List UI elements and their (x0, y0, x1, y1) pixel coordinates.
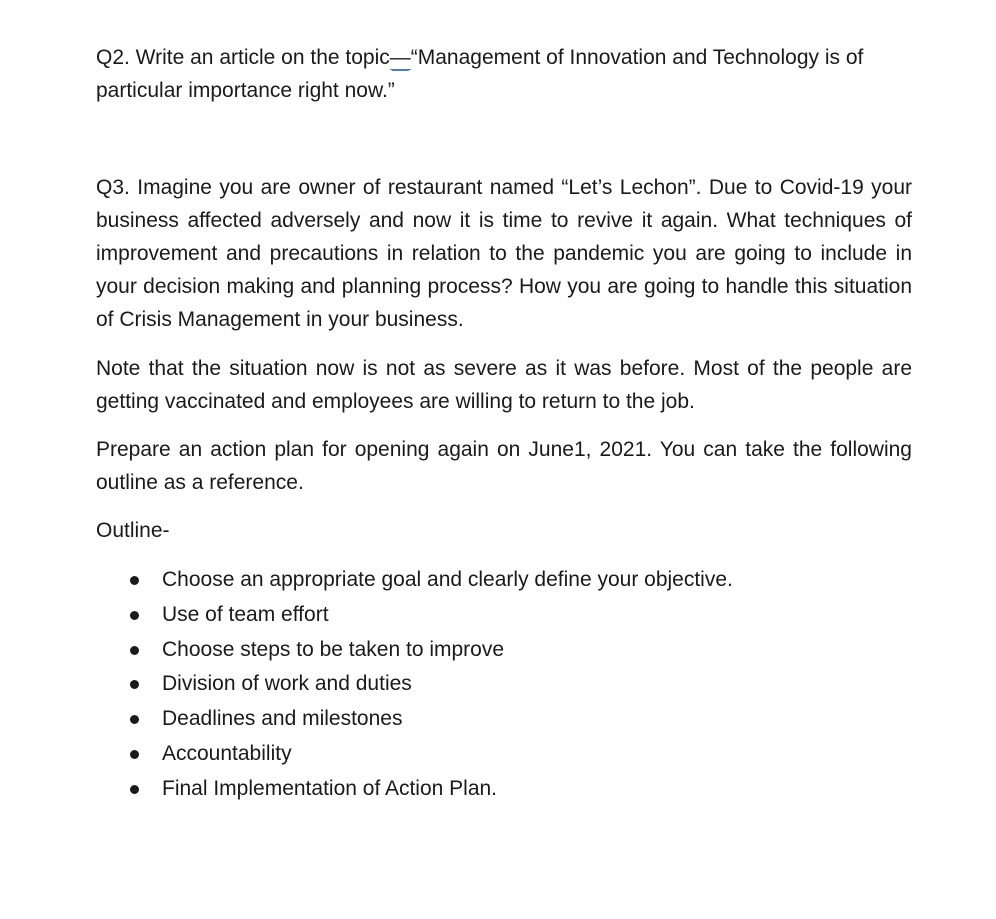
bullet-icon (130, 576, 139, 585)
question-2 (96, 41, 912, 107)
outline-list (130, 563, 733, 807)
list-item (130, 772, 733, 807)
outline-label: Outline- (96, 519, 170, 542)
bullet-icon (130, 715, 139, 724)
list-item-text: Choose steps to be taken to improve (162, 637, 505, 661)
note-paragraph: Note that the situation now is not as severe as it was before. Most of the people are getting vaccinated and employees are willing to return to the job. (96, 357, 912, 413)
bullet-icon (130, 680, 139, 689)
bullet-icon (130, 785, 139, 794)
bullet-icon (130, 646, 139, 655)
question-2-topic: “Management of Innovation and Technology is of particular importance right now.” (96, 46, 864, 102)
list-item (130, 737, 733, 772)
list-item (130, 563, 733, 598)
list-item-text: Division of work and duties (162, 672, 412, 696)
question-3: Q3. Imagine you are owner of restaurant named “Let’s Lechon”. Due to Covid-19 your business affected adversely and now it is time to revive it again. What techniques of improvement and precautions in relation to the pandemic you are going to include in your decision making and planning process? How you are going to handle this situation of Crisis Management in your business. (96, 176, 912, 331)
bullet-icon (130, 611, 139, 620)
list-item-text: Deadlines and milestones (162, 707, 403, 731)
question-2-intro: Q2. Write an article on the topic (96, 46, 390, 69)
list-item-text: Use of team effort (162, 602, 329, 626)
bullet-icon (130, 750, 139, 759)
question-2-dash: — (389, 46, 411, 69)
prepare-paragraph: Prepare an action plan for opening again on June1, 2021. You can take the following outline as a reference. (96, 438, 912, 494)
list-item (130, 702, 733, 737)
list-item (130, 667, 733, 702)
list-item-text: Final Implementation of Action Plan. (162, 776, 498, 800)
list-item (130, 633, 733, 668)
list-item (130, 598, 733, 633)
list-item-text: Choose an appropriate goal and clearly define your objective. (162, 568, 733, 591)
list-item-text: Accountability (162, 741, 292, 765)
